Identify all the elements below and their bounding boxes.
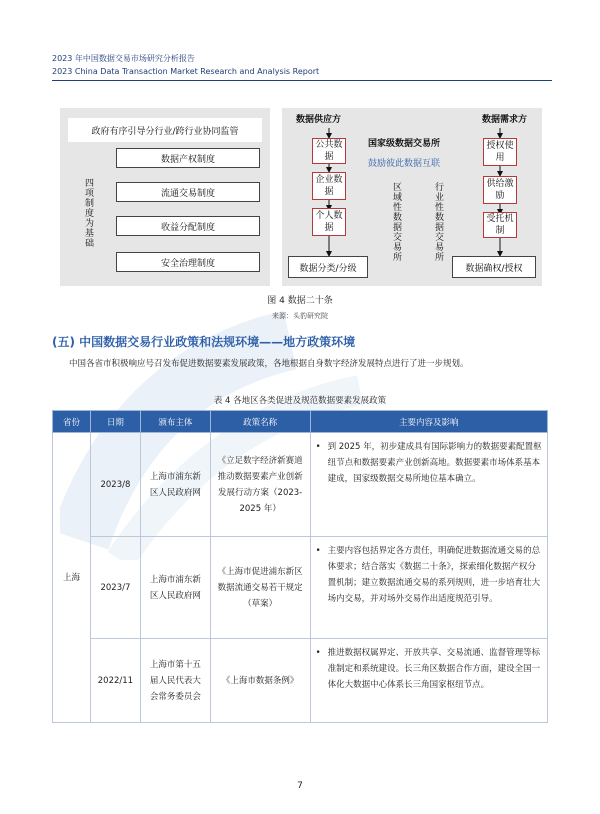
supply-box: 个人数据 — [312, 208, 346, 236]
content-cell — [310, 639, 547, 723]
issuer-cell: 上海市第十五届人民代表大会常务委员会 — [140, 639, 210, 723]
demand-box: 授权使用 — [483, 138, 517, 166]
issuer-cell: 上海市浦东新区人民政府网 — [140, 537, 210, 639]
intro-paragraph: 中国各省市积极响应号召发布促进数据要素发展政策，各地根据自身数字经济发展特点进行了进一步规划。 — [69, 359, 469, 369]
col-header: 颁布主体 — [140, 411, 210, 433]
table-header-row — [53, 411, 548, 433]
regional-exchange-label: 区域性数据交易所 — [391, 182, 401, 262]
date-cell: 2022/11 — [90, 639, 140, 723]
col-header: 日期 — [90, 411, 140, 433]
col-header: 主要内容及影响 — [310, 411, 547, 433]
bullet-icon: • — [315, 442, 321, 452]
demand-label: 数据需求方 — [482, 115, 528, 125]
industry-exchange-label: 行业性数据交易所 — [433, 182, 443, 262]
encourage-label: 鼓励彼此数据互联 — [368, 159, 441, 169]
regulation-title: 政府有序引导分行业/跨行业协同监管 — [68, 118, 262, 142]
system-box: 流通交易制度 — [116, 182, 260, 202]
report-header — [52, 52, 319, 78]
col-header: 省份 — [53, 411, 91, 433]
policy-name-cell: 《立足数字经济新赛道推动数据要素产业创新发展行动方案（2023-2025 年） — [210, 433, 310, 537]
content-text: 到 2025 年，初步建成具有国际影响力的数据要素配置枢纽节点和数据要素产业创新高地。数据要素市场体系基本建成，国家级数据交易所地位基本确立。 — [327, 442, 542, 484]
demand-box: 受托机制 — [483, 212, 517, 238]
figure-caption: 图 4 数据二十条 — [267, 296, 333, 306]
content-text: 推进数据权属界定、开放共享、交易流通、监督管理等标准制定和系统建设。长三角区数据合作方面，建设全国一体化大数据中心体系长三角国家枢纽节点。 — [327, 648, 541, 690]
content-cell — [310, 433, 547, 537]
table-row — [53, 639, 548, 723]
national-exchange-label: 国家级数据交易所 — [368, 139, 441, 149]
diagram-right-panel — [282, 108, 542, 286]
table-row — [53, 433, 548, 537]
foundation-label: 四项制度为基础 — [83, 178, 93, 248]
figure-source: 来源：头豹研究院 — [272, 312, 328, 320]
system-box: 数据产权制度 — [116, 148, 260, 168]
date-cell: 2023/8 — [90, 433, 140, 537]
bullet-icon: • — [315, 648, 321, 658]
demand-box: 供给激励 — [483, 176, 517, 204]
section-title: (五) 中国数据交易行业政策和法规环境——地方政策环境 — [52, 335, 356, 349]
supply-box: 企业数据 — [312, 172, 346, 200]
table-row — [53, 537, 548, 639]
system-box: 安全治理制度 — [116, 252, 260, 272]
col-header: 政策名称 — [210, 411, 310, 433]
header-divider — [52, 80, 552, 81]
table-caption: 表 4 各地区各类促进及规范数据要素发展政策 — [213, 396, 387, 406]
supply-label: 数据供应方 — [296, 115, 342, 125]
policy-name-cell: 《上海市数据条例》 — [210, 639, 310, 723]
policy-table — [52, 410, 548, 723]
supply-box: 公共数据 — [312, 138, 346, 164]
issuer-cell: 上海市浦东新区人民政府网 — [140, 433, 210, 537]
system-box: 收益分配制度 — [116, 216, 260, 236]
data-twenty-diagram — [60, 108, 542, 286]
report-header-en: 2023 China Data Transaction Market Research and Analysis Report — [52, 67, 320, 76]
policy-name-cell: 《上海市促进浦东新区数据流通交易若干规定（草案） — [210, 537, 310, 639]
content-text: 主要内容包括界定各方责任，明确促进数据流通交易的总体要求；结合落实《数据二十条》，探索细化数据产权分置机制；建立数据流通交易的系列规则，进一步培育壮大场内交易，并对场外交易作出适度规范引导。 — [327, 546, 541, 604]
bullet-icon: • — [315, 546, 321, 556]
report-header-cn: 2023 年中国数据交易市场研究分析报告 — [52, 54, 195, 63]
classification-box: 数据分类/分级 — [288, 256, 368, 278]
content-cell — [310, 537, 547, 639]
province-cell: 上海 — [53, 433, 91, 723]
authorization-box: 数据确权/授权 — [452, 256, 536, 278]
diagram-left-panel — [60, 108, 270, 286]
date-cell: 2023/7 — [90, 537, 140, 639]
page-number: 7 — [297, 781, 303, 791]
